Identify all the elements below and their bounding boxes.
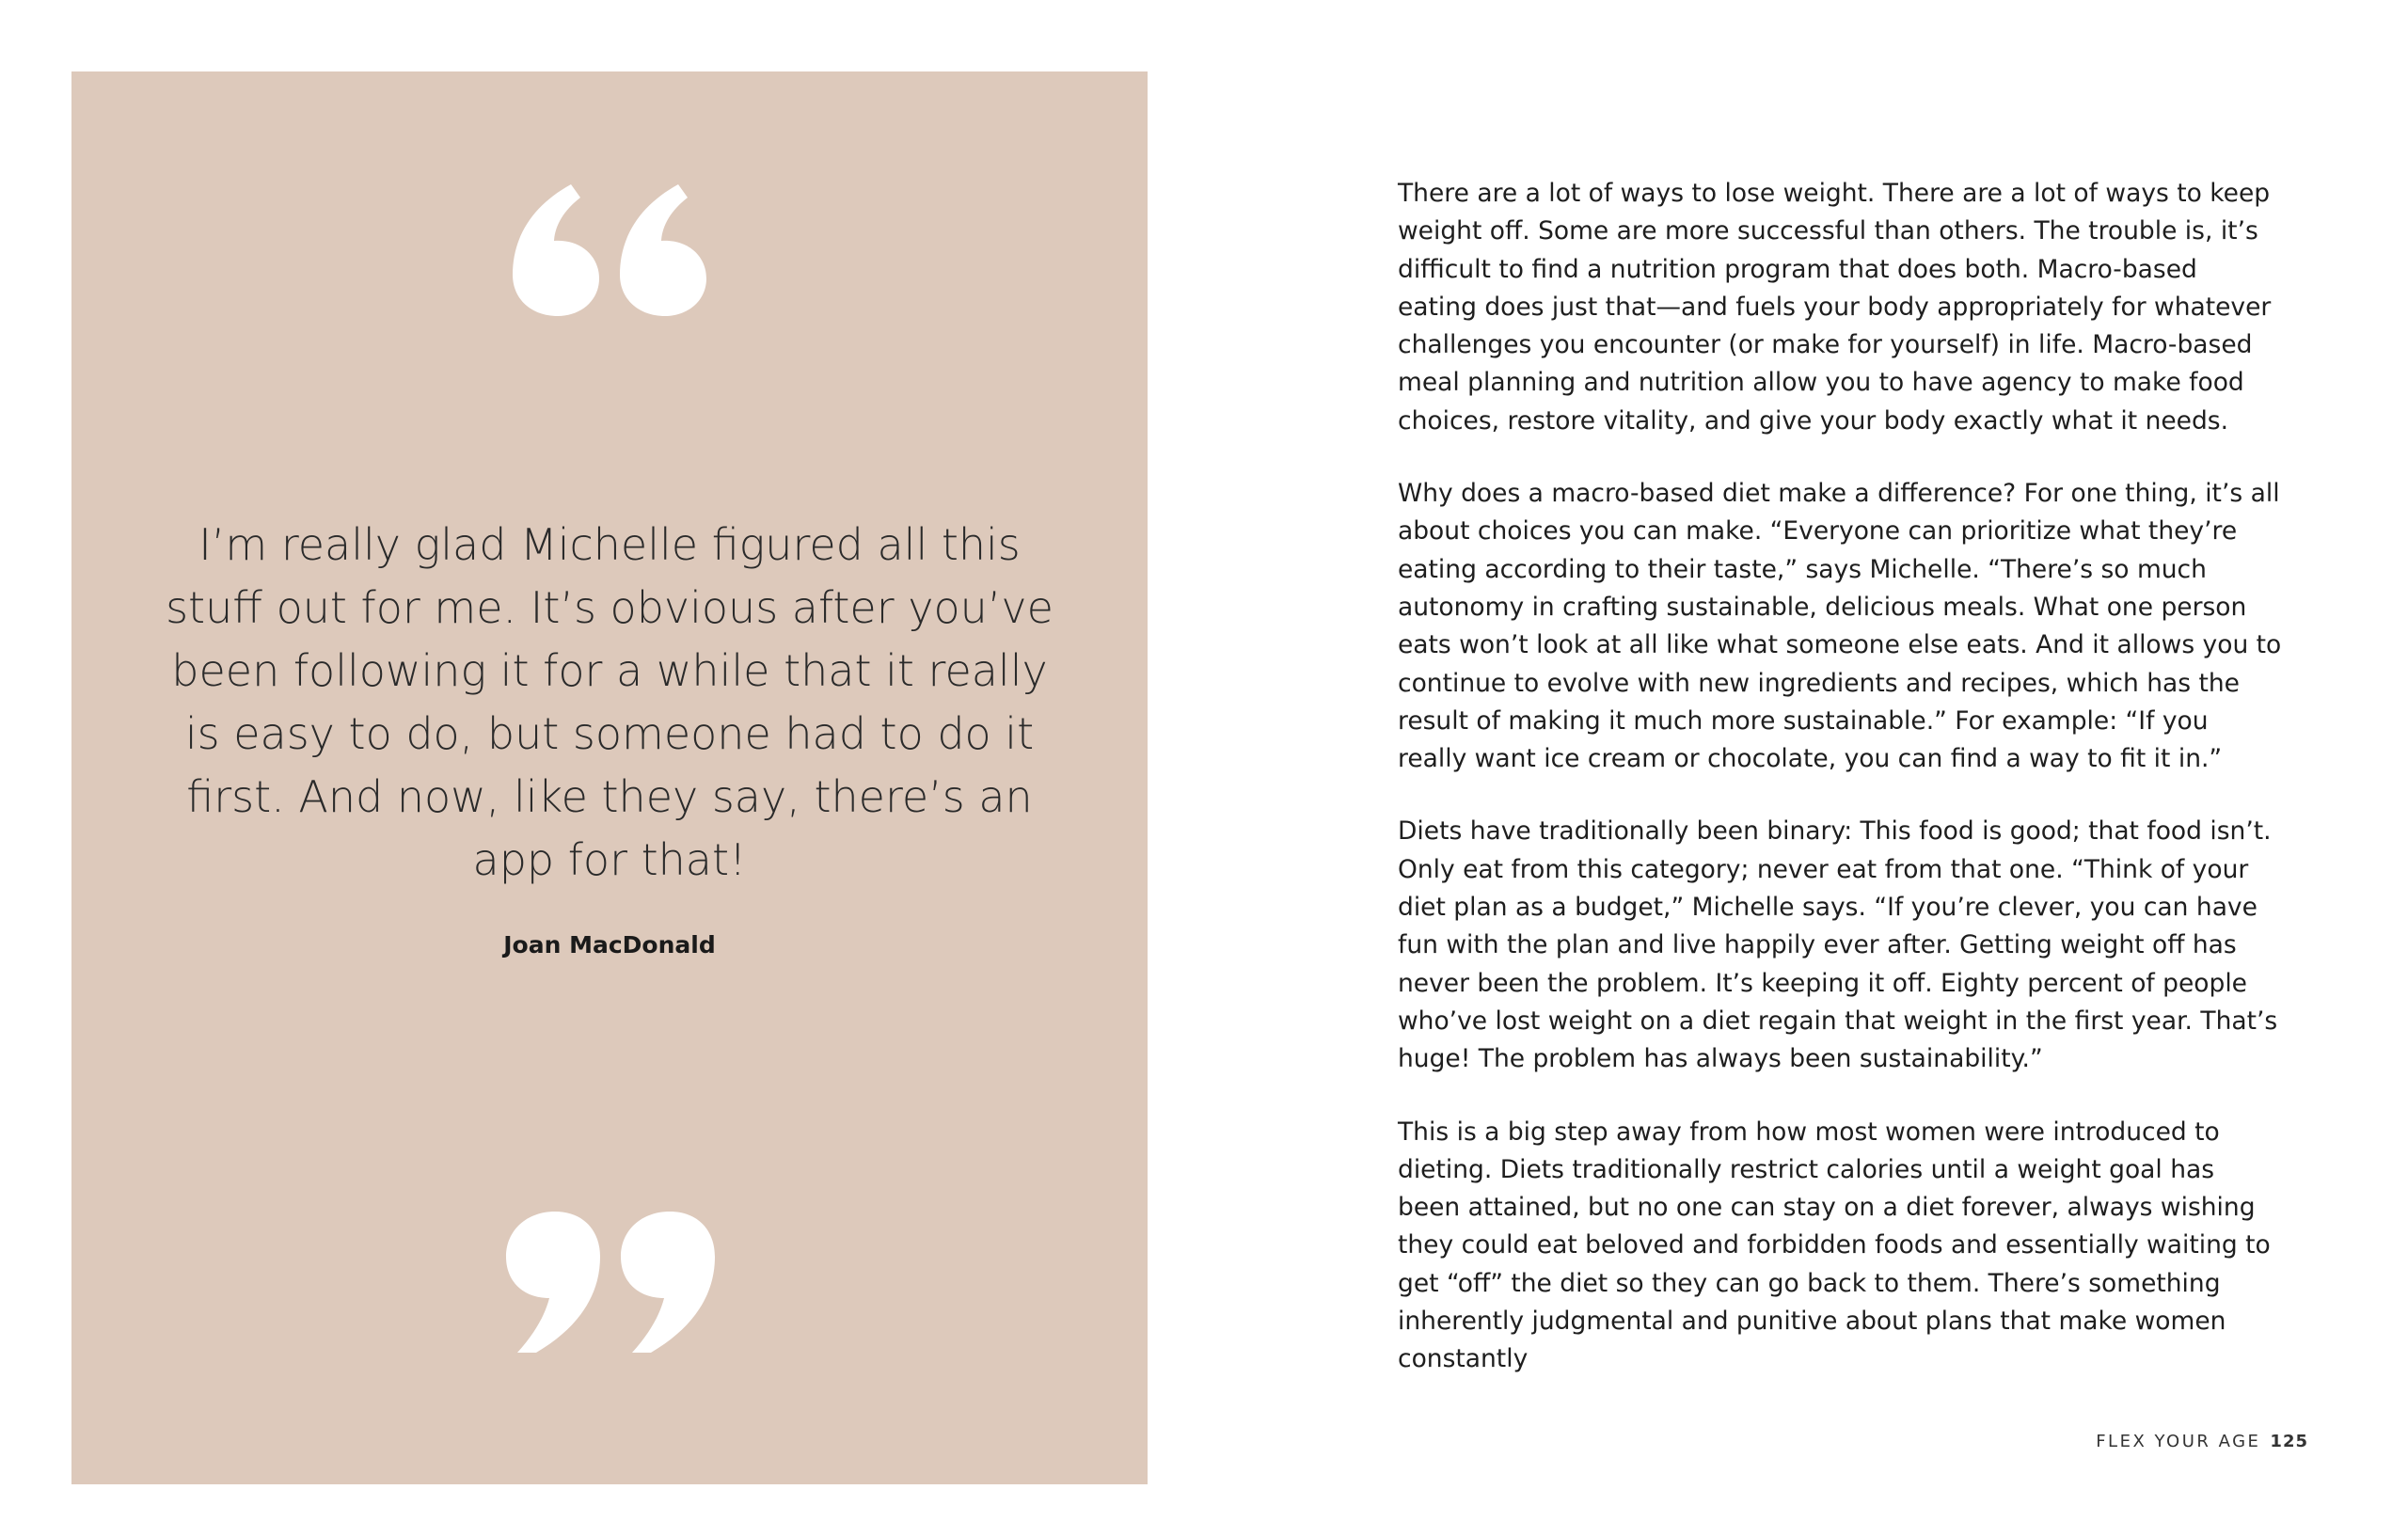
open-quote-icon [71, 184, 1148, 316]
pull-quote-author: Joan MacDonald [503, 931, 716, 959]
article-body [1398, 175, 2282, 1414]
body-paragraph: There are a lot of ways to lose weight. There are a lot of ways to keep weight off. Some are more successful than others. The trouble is, it’s difficult to find a nutrition program that does both. Macro-based eating does just that—and fuels your body appropriately for whatever challenges you encounter (or make for yourself) in life. Macro-based meal planning and nutrition allow you to have agency to make food choices, restore vitality, and give your body exactly what it needs. [1398, 179, 2272, 436]
running-title: FLEX YOUR AGE [2096, 1432, 2261, 1451]
page-footer [2096, 1432, 2308, 1451]
close-quote-icon [71, 1212, 1148, 1353]
pull-quote-text: I’m really glad Michelle figured all this stuff out for me. It’s obvious after you’ve been following it for a while that it really is easy to do, but someone had to do it first. And now, like they say, there’s an app for that! [166, 519, 1054, 885]
page-number: 125 [2270, 1432, 2308, 1451]
body-paragraph: Diets have traditionally been binary: This food is good; that food isn’t. Only eat from this category; never eat from that one. “Think of your diet plan as a budget,” Michelle says. “If you’re clever, you can have fun with the plan and live happily ever after. Getting weight off has never been the problem. It’s keeping it off. Eighty percent of people who’ve lost weight on a diet regain that weight in the first year. That’s huge! The problem has always been sustainability.” [1398, 816, 2278, 1074]
body-paragraph: Why does a macro-based diet make a difference? For one thing, it’s all about choices you can make. “Everyone can prioritize what they’re eating according to their taste,” says Michelle. “There’s so much autonomy in crafting sustainable, delicious meals. What one person eats won’t look at all like what someone else eats. And it allows you to continue to evolve with new ingredients and recipes, which has the result of making it much more sustainable.” For example: “If you really want ice cream or chocolate, you can find a way to fit it in.” [1398, 479, 2282, 774]
pull-quote-panel [71, 71, 1148, 1484]
body-paragraph: This is a big step away from how most women were introduced to dieting. Diets traditionally restrict calories until a weight goal has been attained, but no one can stay on a diet forever, always wishing they could eat beloved and forbidden foods and essentially waiting to get “off” the diet so they can go back to them. There’s something inherently judgmental and punitive about plans that make women constantly [1398, 1117, 2271, 1374]
